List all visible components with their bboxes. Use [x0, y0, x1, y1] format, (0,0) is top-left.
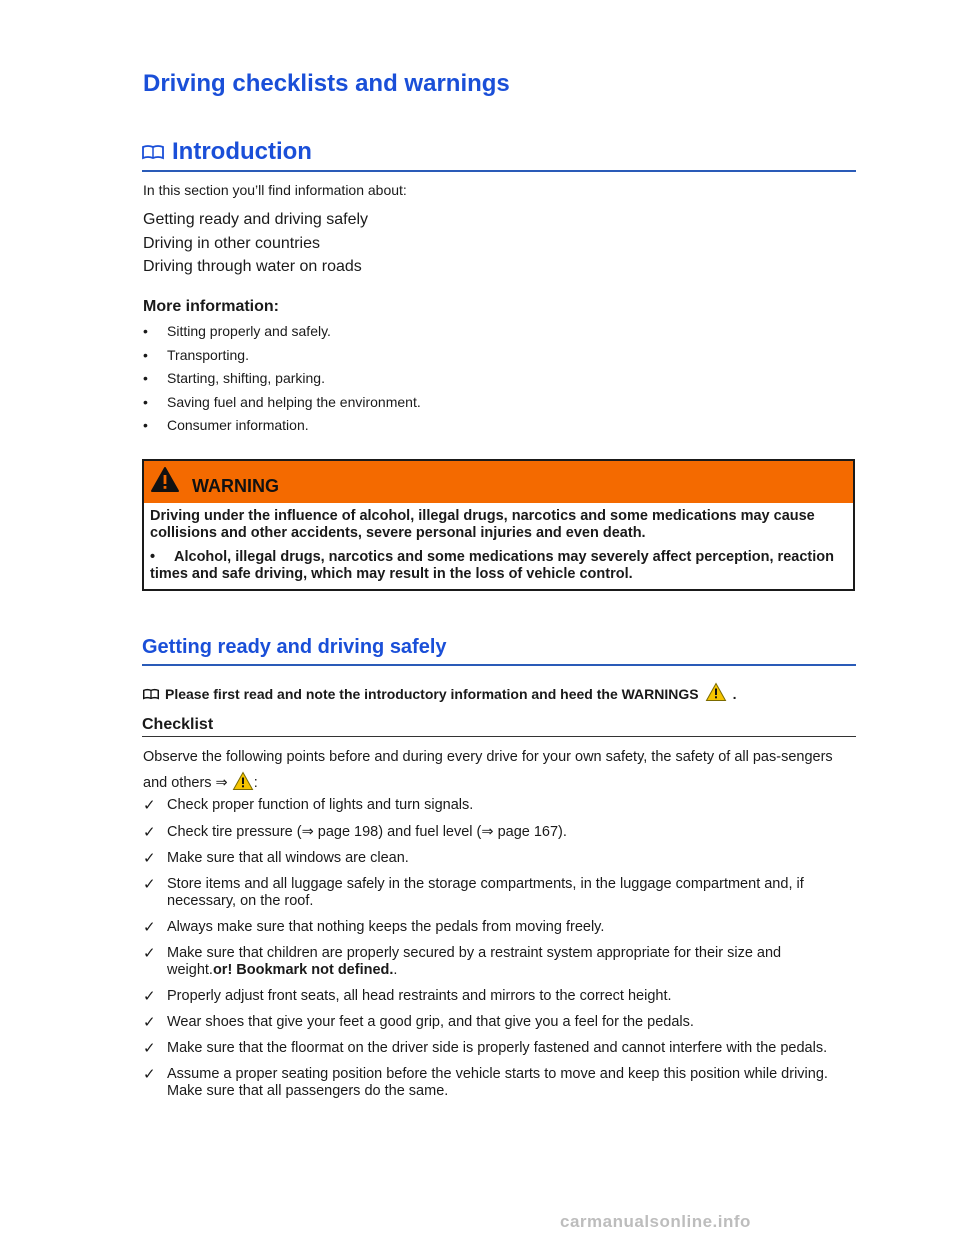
check-item-text: Assume a proper seating position before the vehicle starts to move and keep this position while driving. Make sure that all passengers do the same. [167, 1066, 828, 1099]
check-item-text [167, 945, 843, 979]
check-item-error: or! Bookmark not defined. [212, 962, 394, 978]
bullet-mark: • [150, 549, 156, 565]
read-notice-end: . [732, 685, 737, 702]
intro-heading-rule [142, 138, 856, 172]
check-item [143, 1040, 843, 1057]
warning-bullet [150, 549, 847, 583]
read-notice [143, 682, 737, 705]
check-item-text: Always make sure that nothing keeps the pedals from moving freely. [167, 919, 605, 935]
observe-paragraph [143, 744, 855, 800]
ready-heading-rule [142, 636, 856, 666]
check-item [143, 919, 843, 936]
check-item [143, 1014, 843, 1031]
more-info-item: Starting, shifting, parking. [167, 370, 325, 386]
check-item [143, 850, 843, 867]
checklist-heading-rule [142, 716, 856, 737]
topic-item[interactable]: Getting ready and driving safely [143, 211, 369, 228]
check-icon: ✓ [143, 945, 156, 962]
warning-bullet-text: Alcohol, illegal drugs, narcotics and some medications may severely affect perception, reaction times and safe driving, which may result in the loss of vehicle control. [150, 549, 834, 582]
intro-heading [142, 138, 856, 166]
check-item [143, 1066, 843, 1100]
ready-heading: Getting ready and driving safely [142, 636, 447, 658]
check-item-text: Make sure that the floormat on the driver side is properly fastened and cannot interfere with the pedals. [167, 1040, 828, 1056]
list-item [143, 414, 421, 438]
bullet-mark: • [143, 393, 148, 410]
check-icon: ✓ [143, 876, 156, 893]
bullet-mark: • [143, 417, 148, 433]
warning-triangle-icon[interactable] [705, 682, 727, 705]
bullet-mark: • [143, 323, 148, 339]
check-icon: ✓ [143, 1040, 156, 1057]
page-title: Driving checklists and warnings [143, 70, 510, 97]
bullet-mark: • [143, 346, 148, 363]
warning-body [144, 503, 853, 589]
read-notice-text: Please first read and note the introductory information and heed the WARNINGS [165, 685, 699, 702]
warning-triangle-icon[interactable] [232, 771, 254, 800]
topic-item[interactable]: Driving through water on roads [143, 258, 362, 275]
check-icon: ✓ [143, 797, 156, 814]
checklist [143, 797, 843, 1109]
check-item [143, 876, 843, 910]
observe-text: Observe the following points before and during every drive for your own safety, the safety of all pas-sengers and others ⇒ [143, 749, 833, 791]
check-item-text: Wear shoes that give your feet a good grip, and that give you a feel for the pedals. [167, 1014, 694, 1030]
warning-title: WARNING [192, 475, 279, 496]
more-info-list [143, 320, 421, 438]
check-item-text: Store items and all luggage safely in the storage compartments, in the luggage compartment and, if necessary, on the roof. [167, 876, 804, 909]
book-icon [142, 144, 164, 160]
check-item [143, 988, 843, 1005]
topic-list [143, 208, 368, 279]
more-info-heading: More information: [143, 298, 279, 315]
check-item [143, 945, 843, 979]
check-item [143, 797, 843, 814]
check-item-text: Make sure that all windows are clean. [167, 850, 409, 866]
check-icon: ✓ [143, 850, 156, 867]
list-item [143, 344, 421, 368]
warning-box [142, 459, 855, 591]
check-icon: ✓ [143, 988, 156, 1005]
observe-end: : [253, 775, 258, 791]
check-icon: ✓ [143, 1066, 156, 1083]
check-item-text: Check proper function of lights and turn signals. [167, 797, 474, 813]
more-info-item: Saving fuel and helping the environment. [167, 393, 421, 410]
book-icon [143, 688, 159, 700]
bullet-mark: • [143, 370, 148, 386]
list-item [143, 391, 421, 415]
check-icon: ✓ [143, 1014, 156, 1031]
check-icon: ✓ [143, 824, 156, 841]
list-item [143, 367, 421, 391]
more-info-item: Transporting. [167, 346, 249, 363]
more-info-item: Sitting properly and safely. [167, 323, 331, 339]
warning-header [144, 461, 853, 503]
check-item-text: Properly adjust front seats, all head restraints and mirrors to the correct height. [167, 988, 672, 1004]
check-item-text: Check tire pressure (⇒ page 198) and fuel level (⇒ page 167). [167, 824, 567, 840]
check-item-end: . [393, 962, 398, 978]
checklist-heading: Checklist [142, 716, 214, 733]
intro-lead: In this section you’ll find information about: [143, 182, 407, 198]
warning-text: Driving under the influence of alcohol, illegal drugs, narcotics and some medications may cause collisions and other accidents, severe personal injuries and even death. [150, 508, 815, 541]
check-item [143, 824, 843, 841]
topic-item[interactable]: Driving in other countries [143, 234, 320, 252]
warning-triangle-icon [150, 466, 180, 498]
list-item [143, 320, 421, 344]
check-icon: ✓ [143, 919, 156, 936]
check-item-main: Make sure that children are properly secured by a restraint system appropriate for their size and weight. [167, 945, 782, 978]
intro-heading-text: Introduction [172, 138, 312, 165]
more-info-item: Consumer information. [167, 417, 309, 433]
watermark[interactable]: carmanualsonline.info [560, 1212, 751, 1231]
